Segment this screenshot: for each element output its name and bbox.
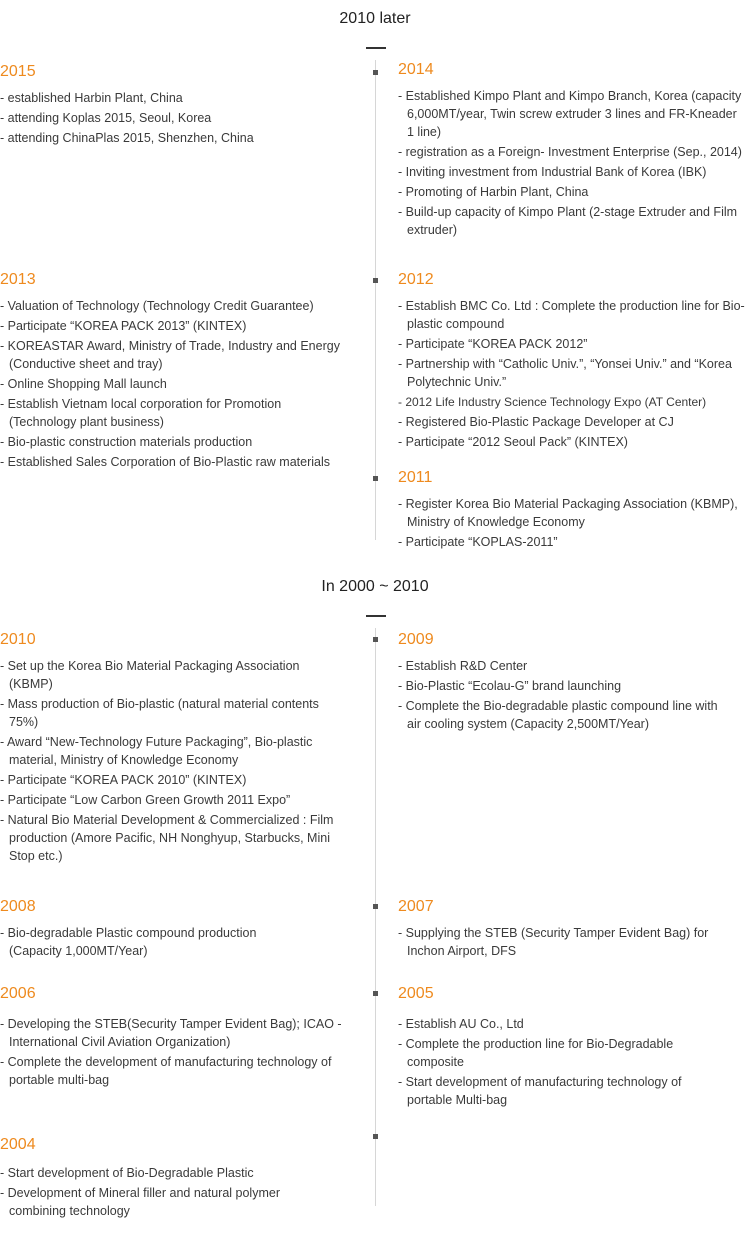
list-item: - Register Korea Bio Material Packaging Association (KBMP), Ministry of Knowledge Economy [398, 497, 738, 529]
list-2014 [398, 87, 743, 241]
list-item: - Partnership with “Catholic Univ.”, “Yonsei Univ.” and “Korea Polytechnic Univ.” [398, 357, 732, 389]
list-2008 [0, 924, 300, 962]
year-2006: 2006 [0, 985, 36, 1002]
year-2011: 2011 [398, 469, 433, 486]
list-item: - Participate “Low Carbon Green Growth 2011 Expo” [0, 793, 291, 807]
list-item: - Establish Vietnam local corporation for Promotion (Technology plant business) [0, 397, 282, 429]
year-2010: 2010 [0, 631, 36, 648]
list-item: - Participate “KOREA PACK 2010” (KINTEX) [0, 773, 247, 787]
list-item: - Bio-degradable Plastic compound production (Capacity 1,000MT/Year) [0, 926, 257, 958]
year-2008: 2008 [0, 898, 36, 915]
list-item: - Development of Mineral filler and natural polymer combining technology [0, 1186, 280, 1218]
timeline-line [375, 628, 376, 1206]
list-item: - Award “New-Technology Future Packaging”, Bio-plastic material, Ministry of Knowledge Economy [0, 735, 313, 767]
timeline-dot [373, 637, 378, 642]
list-item: - established Harbin Plant, China [0, 91, 183, 105]
list-item: - registration as a Foreign- Investment Enterprise (Sep., 2014) [398, 145, 742, 159]
list-2011 [398, 495, 743, 553]
list-item: - Registered Bio-Plastic Package Developer at CJ [398, 415, 674, 429]
section-divider [366, 615, 386, 617]
section-title-2010-later: 2010 later [339, 10, 411, 27]
list-item: - Promoting of Harbin Plant, China [398, 185, 589, 199]
list-item: - Start development of manufacturing technology of portable Multi-bag [398, 1075, 682, 1107]
list-item: - attending Koplas 2015, Seoul, Korea [0, 111, 212, 125]
timeline-dot [373, 278, 378, 283]
list-item: - Inviting investment from Industrial Bank of Korea (IBK) [398, 165, 707, 179]
list-item: - Participate “KOREA PACK 2013” (KINTEX) [0, 319, 247, 333]
list-item: - Bio-Plastic “Ecolau-G” brand launching [398, 679, 622, 693]
list-item: - Build-up capacity of Kimpo Plant (2-stage Extruder and Film extruder) [398, 205, 738, 237]
year-2014: 2014 [398, 61, 434, 78]
list-item: - Complete the Bio-degradable plastic compound line with air cooling system (Capacity 2,500MT/Year) [398, 699, 718, 731]
list-item: - Supplying the STEB (Security Tamper Evident Bag) for Inchon Airport, DFS [398, 926, 709, 958]
list-item: - Complete the development of manufacturing technology of portable multi-bag [0, 1055, 332, 1087]
timeline-dot [373, 70, 378, 75]
list-item: - Participate “KOREA PACK 2012” [398, 337, 588, 351]
list-item: - KOREASTAR Award, Ministry of Trade, Industry and Energy (Conductive sheet and tray) [0, 339, 340, 371]
list-item: - Online Shopping Mall launch [0, 377, 167, 391]
list-2004 [0, 1164, 320, 1222]
year-2009: 2009 [398, 631, 434, 648]
timeline-dot [373, 1134, 378, 1139]
list-item: - Establish R&D Center [398, 659, 528, 673]
year-2005: 2005 [398, 985, 434, 1002]
list-2010 [0, 657, 345, 867]
list-item: - Mass production of Bio-plastic (natural material contents 75%) [0, 697, 319, 729]
list-item: - Established Kimpo Plant and Kimpo Branch, Korea (capacity 6,000MT/year, Twin screw extruder 3 lines and FR-Kneader 1 line) [398, 89, 742, 139]
section-divider [366, 47, 386, 49]
list-2009 [398, 657, 728, 735]
list-item: - Participate “KOPLAS-2011” [398, 535, 558, 549]
section-title-2000-2010: In 2000 ~ 2010 [321, 578, 429, 595]
list-2007 [398, 924, 743, 962]
timeline-dot [373, 904, 378, 909]
year-2015: 2015 [0, 63, 36, 80]
list-item: - Establish AU Co., Ltd [398, 1017, 524, 1031]
list-item: - 2012 Life Industry Science Technology Expo (AT Center) [398, 395, 707, 409]
timeline-line [375, 60, 376, 540]
list-2005 [398, 1015, 718, 1111]
year-2007: 2007 [398, 898, 434, 915]
timeline-dot [373, 991, 378, 996]
list-2006 [0, 1015, 360, 1091]
list-item: - Complete the production line for Bio-Degradable composite [398, 1037, 674, 1069]
year-2004: 2004 [0, 1136, 36, 1153]
list-item: - attending ChinaPlas 2015, Shenzhen, China [0, 131, 254, 145]
list-item: - Start development of Bio-Degradable Plastic [0, 1166, 254, 1180]
year-2013: 2013 [0, 271, 36, 288]
list-item: - Natural Bio Material Development & Commercialized : Film production (Amore Pacific, NH Nonghyup, Starbucks, Mini Stop etc.) [0, 813, 334, 863]
list-item: - Developing the STEB(Security Tamper Evident Bag); ICAO - International Civil Aviation Organization) [0, 1017, 342, 1049]
list-item: - Participate “2012 Seoul Pack” (KINTEX) [398, 435, 628, 449]
list-2015 [0, 89, 350, 149]
year-2012: 2012 [398, 271, 434, 288]
list-item: - Set up the Korea Bio Material Packaging Association (KBMP) [0, 659, 300, 691]
timeline-dot [373, 476, 378, 481]
list-item: - Bio-plastic construction materials production [0, 435, 253, 449]
list-item: - Establish BMC Co. Ltd : Complete the production line for Bio-plastic compound [398, 299, 745, 331]
list-2012 [398, 297, 748, 453]
list-item: - Established Sales Corporation of Bio-Plastic raw materials [0, 455, 330, 469]
list-2013 [0, 297, 350, 473]
list-item: - Valuation of Technology (Technology Credit Guarantee) [0, 299, 314, 313]
